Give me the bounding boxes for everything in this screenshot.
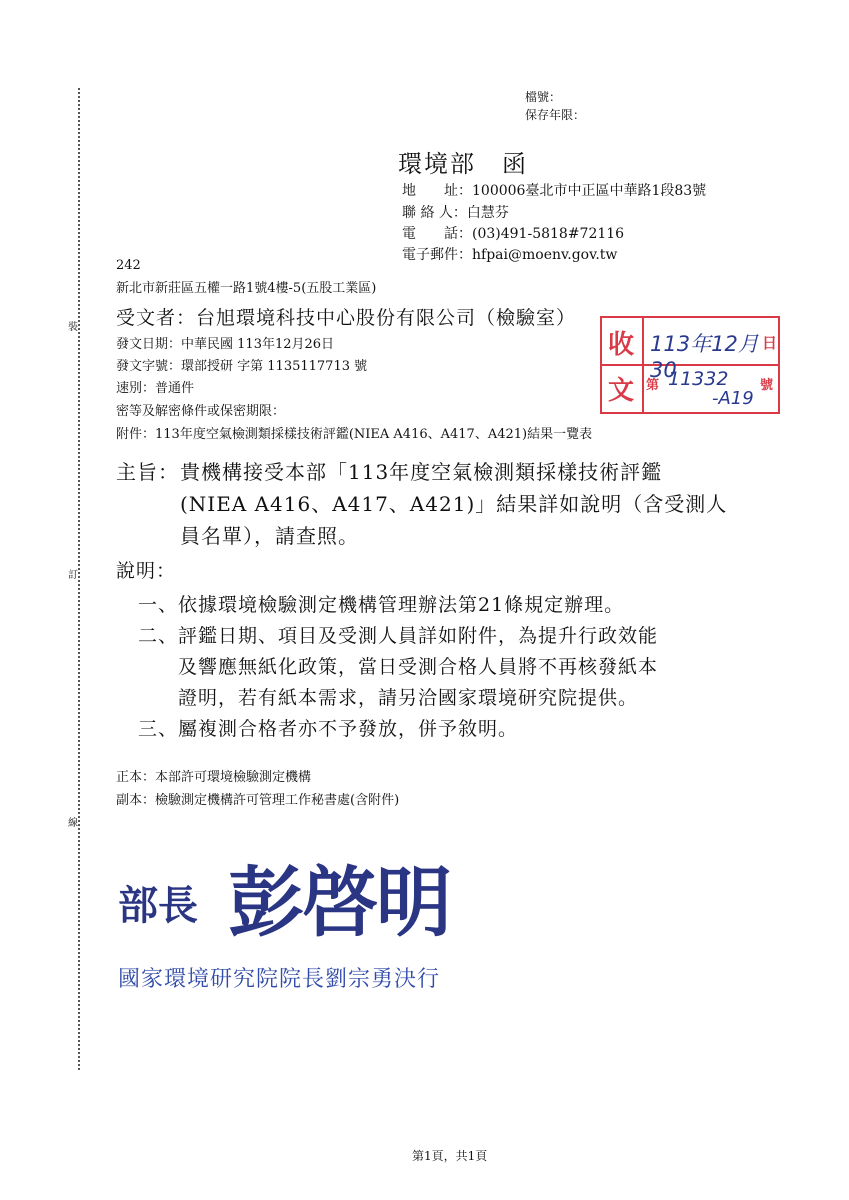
stamp-handwritten-date: 113年12月30 (650, 332, 759, 382)
signature-title: 部長 (118, 882, 198, 929)
reference-label: 發文字號： (116, 359, 182, 374)
stamp-handwritten-number: 11332 (668, 368, 729, 390)
explanation-item-2-line-3: 證明，若有紙本需求，請另洽國家環境研究院提供。 (178, 687, 639, 709)
issue-date-row (116, 333, 334, 352)
stamp-number-prefix: 第 (646, 378, 660, 393)
subject-line-3: 員名單），請查照。 (180, 524, 359, 548)
email-label: 電子郵件： (402, 247, 472, 263)
acting-authority: 國家環境研究院院長劉宗勇決行 (118, 967, 441, 992)
attachment-value: 113年度空氣檢測類採樣技術評鑑(NIEA A416、A417、A421)結果一覽表 (155, 427, 593, 442)
binding-mark-ding: 訂 (68, 570, 78, 581)
speed-value: 普通件 (155, 381, 195, 396)
explanation-item-2-line-1: 二、評鑑日期、項目及受測人員詳如附件，為提升行政效能 (138, 625, 659, 647)
reference-value: 環部授研 字第 1135117713 號 (181, 359, 368, 374)
receipt-stamp (600, 316, 780, 414)
explanation-item-3: 三、屬複測合格者亦不予發放，併予敘明。 (138, 718, 519, 740)
explanation-item-2-line-2: 及響應無紙化政策，當日受測合格人員將不再核發紙本 (178, 656, 659, 678)
phone-value: (03)491-5818#72116 (472, 226, 625, 242)
issue-date-value: 中華民國 113年12月26日 (181, 337, 335, 352)
binding-dotted-line (78, 88, 80, 1070)
subject-line-1: 貴機構接受本部「113年度空氣檢測類採樣技術評鑑 (180, 460, 663, 484)
retention-label: 保存年限： (525, 108, 586, 122)
postal-code: 242 (116, 258, 141, 273)
speed-row (116, 377, 194, 396)
copy-recipient: 副本：檢驗測定機構許可管理工作秘書處(含附件) (116, 793, 400, 808)
contact-person-label: 聯 絡 人： (402, 205, 467, 221)
address-label: 地 址： (402, 183, 472, 199)
contact-phone-row (402, 223, 624, 243)
binding-mark-zhuang: 裝 (68, 322, 78, 333)
stamp-day-suffix: 日 (762, 334, 778, 352)
stamp-char-receive: 收 (608, 330, 635, 360)
recipient-address: 新北市新莊區五權一路1號4樓-5(五股工業區) (116, 281, 377, 296)
address-value: 100006臺北市中正區中華路1段83號 (472, 183, 707, 199)
explanation-item-1: 一、依據環境檢驗測定機構管理辦法第21條規定辦理。 (138, 594, 625, 616)
file-number-label: 檔號： (525, 90, 562, 104)
subject-line-2: (NIEA A416、A417、A421)」結果詳如說明（含受測人 (180, 492, 728, 516)
stamp-handwritten-number-suffix: -A19 (712, 388, 754, 409)
speed-label: 速別： (116, 381, 156, 396)
contact-email-row (402, 244, 617, 264)
contact-address-row (402, 180, 706, 200)
stamp-number-suffix: 號 (760, 378, 774, 393)
binding-mark-xian: 線 (68, 818, 78, 829)
issue-date-label: 發文日期： (116, 337, 182, 352)
stamp-char-document: 文 (608, 376, 635, 406)
recipient-label: 受文者： (116, 307, 197, 329)
contact-person-row (402, 202, 509, 222)
email-value: hfpai@moenv.gov.tw (472, 247, 618, 263)
subject-label: 主旨： (116, 460, 179, 484)
contact-person-value: 白慧芬 (466, 205, 509, 221)
explanation-label: 說明： (116, 560, 177, 582)
signature-name: 彭啓明 (228, 858, 450, 947)
secrecy-row: 密等及解密條件或保密期限： (116, 404, 286, 419)
document-title: 環境部 函 (398, 150, 528, 178)
recipient-row (116, 303, 576, 330)
phone-label: 電 話： (402, 226, 472, 242)
page-number: 第1頁，共1頁 (412, 1149, 488, 1163)
recipient-name: 台旭環境科技中心股份有限公司（檢驗室） (196, 307, 577, 329)
original-recipient: 正本：本部許可環境檢驗測定機構 (116, 770, 312, 785)
reference-number-row (116, 355, 367, 374)
attachment-label: 附件： (116, 427, 156, 442)
attachment-row (116, 423, 592, 442)
